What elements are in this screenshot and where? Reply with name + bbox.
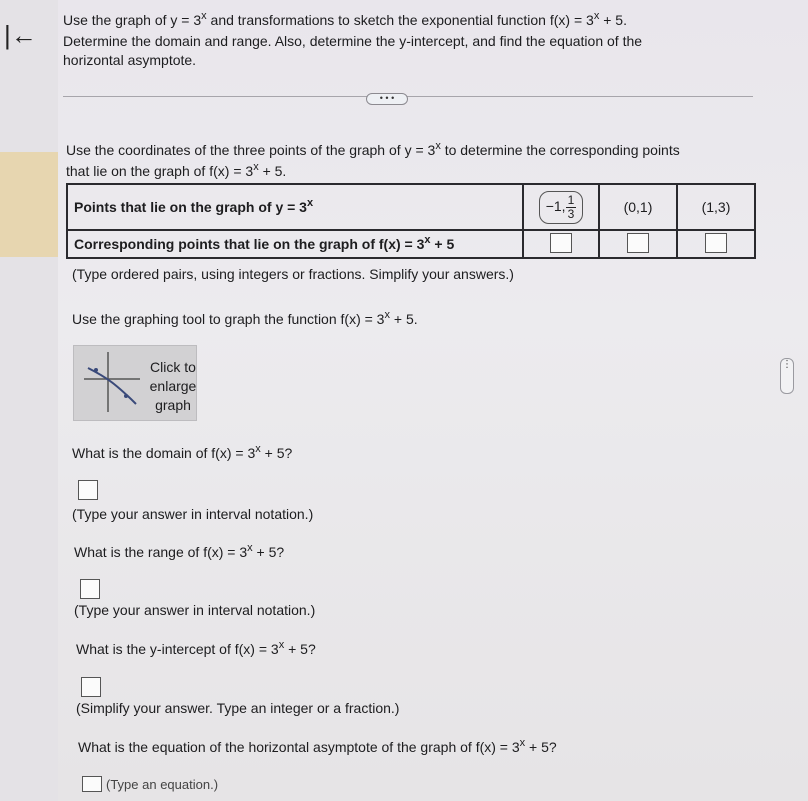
graph-label-line-2: enlarge xyxy=(149,378,197,394)
row1-exponent: x xyxy=(306,197,314,209)
part1-text-c: that lie on the graph of xyxy=(66,163,210,179)
part1-base-function: y = 3 xyxy=(404,142,436,158)
row2-header xyxy=(67,230,523,258)
fraction-denominator: 3 xyxy=(567,206,575,221)
answer-input-3[interactable] xyxy=(705,233,727,253)
domain-answer-input[interactable] xyxy=(78,480,98,500)
part1-text-a: Use the coordinates of the three points of the graph of xyxy=(66,142,405,158)
graph-tool-text: Use the graphing tool to graph the function xyxy=(72,311,341,327)
part1-target-exponent: x xyxy=(253,161,259,173)
point-2: (0,1) xyxy=(623,199,653,215)
point-3: (1,3) xyxy=(701,199,731,215)
target-function: f(x) = 3 xyxy=(549,12,594,28)
asymptote-tail: + 5? xyxy=(525,739,557,755)
graph-thumbnail-button[interactable] xyxy=(73,345,197,421)
yint-tail: + 5? xyxy=(284,641,316,657)
graph-tool-function: f(x) = 3 xyxy=(340,311,385,327)
section-divider xyxy=(63,96,753,97)
asymptote-function: f(x) = 3 xyxy=(475,739,520,755)
range-function: f(x) = 3 xyxy=(203,544,248,560)
answer-input-2[interactable] xyxy=(627,233,649,253)
range-exponent: x xyxy=(247,542,253,554)
domain-hint: (Type your answer in interval notation.) xyxy=(72,506,314,522)
left-rail xyxy=(0,0,58,801)
point-1-fraction xyxy=(566,194,577,221)
asymptote-answer-input[interactable] xyxy=(82,776,102,792)
part1-base-exponent: x xyxy=(435,140,441,152)
row2-tail: + 5 xyxy=(430,236,455,252)
back-arrow-icon[interactable]: |← xyxy=(4,20,37,50)
part1-instructions xyxy=(66,141,766,183)
part1-target-function: f(x) = 3 xyxy=(209,163,254,179)
point-1 xyxy=(539,191,584,224)
part1-text-b: to determine the corresponding points xyxy=(440,142,680,158)
domain-question-text: What is the domain of xyxy=(72,445,212,461)
domain-tail: + 5? xyxy=(260,445,293,461)
row2-label: Corresponding points that lie on the graph of f(x) = 3 xyxy=(74,236,425,252)
domain-function: f(x) = 3 xyxy=(211,445,256,461)
range-tail: + 5? xyxy=(252,544,285,560)
range-hint: (Type your answer in interval notation.) xyxy=(74,602,316,618)
row1-header xyxy=(67,184,523,230)
point-cell-3 xyxy=(677,184,755,230)
answer-cell-2 xyxy=(599,230,677,258)
yint-exponent: x xyxy=(278,639,285,651)
graph-preview-icon xyxy=(74,346,144,420)
asymptote-exponent: x xyxy=(519,737,526,749)
graph-tool-tail: + 5. xyxy=(389,311,418,327)
table-hint: (Type ordered pairs, using integers or fractions. Simplify your answers.) xyxy=(72,266,514,282)
target-exponent: x xyxy=(593,10,600,22)
domain-question xyxy=(72,444,292,465)
asymptote-question xyxy=(78,738,557,759)
graph-thumbnail-label xyxy=(142,358,204,415)
graph-label-line-1: Click to xyxy=(150,359,196,375)
intro-line-3: horizontal asymptote. xyxy=(63,52,197,68)
target-tail: + 5. xyxy=(599,12,627,28)
base-exponent: x xyxy=(201,10,207,22)
answer-input-1[interactable] xyxy=(550,233,572,253)
graph-label-line-3: graph xyxy=(155,397,191,413)
yint-question-text: What is the y-intercept of xyxy=(76,641,235,657)
yint-answer-input[interactable] xyxy=(81,677,101,697)
question-intro xyxy=(63,11,763,70)
intro-text-b: and transformations to sketch the exponential function xyxy=(206,12,550,28)
expand-more-button[interactable]: • • • xyxy=(366,93,408,105)
asymptote-question-text: What is the equation of the horizontal asymptote of the graph of xyxy=(78,739,476,755)
table-row xyxy=(67,184,755,230)
side-panel-handle[interactable]: ⋮ xyxy=(780,358,794,394)
intro-text-a: Use the graph of xyxy=(63,12,171,28)
left-accent-bar xyxy=(0,152,58,257)
asymptote-hint: (Type an equation.) xyxy=(106,777,219,792)
intro-line-2: Determine the domain and range. Also, determine the y-intercept, and find the equation of the xyxy=(63,33,643,49)
row1-label: Points that lie on the graph of y = 3 xyxy=(74,199,307,215)
fraction-numerator: 1 xyxy=(567,192,575,207)
range-question-text: What is the range of xyxy=(74,544,204,560)
range-question xyxy=(74,543,284,564)
yint-hint: (Simplify your answer. Type an integer or a fraction.) xyxy=(76,700,400,716)
base-function: y = 3 xyxy=(170,12,202,28)
point-1-prefix: −1, xyxy=(545,197,566,214)
graph-tool-exponent: x xyxy=(384,309,390,321)
row2-exponent: x xyxy=(424,234,431,246)
points-table xyxy=(66,183,756,259)
answer-cell-1 xyxy=(523,230,599,258)
answer-cell-3 xyxy=(677,230,755,258)
range-answer-input[interactable] xyxy=(80,579,100,599)
point-cell-2 xyxy=(599,184,677,230)
yint-question xyxy=(76,640,316,661)
point-cell-1 xyxy=(523,184,599,230)
part1-target-tail: + 5. xyxy=(258,163,287,179)
graph-tool-instruction xyxy=(72,310,418,331)
domain-exponent: x xyxy=(255,443,261,455)
yint-function: f(x) = 3 xyxy=(234,641,279,657)
table-row xyxy=(67,230,755,258)
